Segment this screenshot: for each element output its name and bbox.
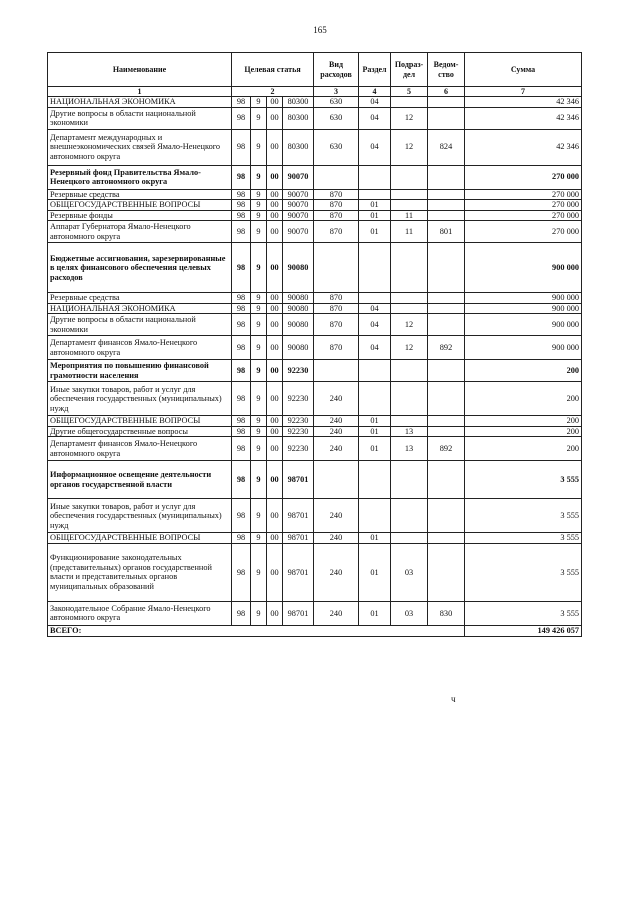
sum-cell: 900 000 (465, 293, 582, 304)
code-b: 9 (251, 314, 267, 336)
razdel-cell (359, 293, 391, 304)
vid-cell: 240 (314, 416, 359, 427)
podrazdel-cell (391, 200, 428, 211)
vedomstvo-cell (428, 210, 465, 221)
code-d: 80300 (283, 107, 314, 129)
row-name: Функционирование законодательных (представительных) органов государственной власти и представительных органов муниципальных образований (48, 543, 232, 601)
code-a: 98 (232, 165, 251, 189)
table-row (48, 107, 582, 129)
podrazdel-cell: 13 (391, 426, 428, 437)
podrazdel-cell (391, 360, 428, 382)
code-c: 00 (267, 499, 283, 533)
code-a: 98 (232, 543, 251, 601)
vid-cell: 870 (314, 221, 359, 243)
code-a: 98 (232, 97, 251, 108)
sum-cell: 42 346 (465, 97, 582, 108)
table-row (48, 314, 582, 336)
podrazdel-cell (391, 303, 428, 314)
code-c: 00 (267, 533, 283, 544)
vedomstvo-cell (428, 189, 465, 200)
code-a: 98 (232, 189, 251, 200)
code-a: 98 (232, 601, 251, 625)
table-row (48, 189, 582, 200)
page-number: 165 (313, 25, 327, 35)
vid-cell: 870 (314, 314, 359, 336)
table-row (48, 601, 582, 625)
table-row (48, 303, 582, 314)
podrazdel-cell: 12 (391, 336, 428, 360)
razdel-cell: 01 (359, 543, 391, 601)
razdel-cell: 01 (359, 416, 391, 427)
header-razdel: Раздел (359, 53, 391, 87)
code-a: 98 (232, 499, 251, 533)
vid-cell: 870 (314, 336, 359, 360)
table-row (48, 336, 582, 360)
vedomstvo-cell (428, 382, 465, 416)
code-b: 9 (251, 543, 267, 601)
table-row (48, 221, 582, 243)
code-d: 92230 (283, 382, 314, 416)
header-vid: Вид расходов (314, 53, 359, 87)
vid-cell: 240 (314, 499, 359, 533)
row-name: Резервные фонды (48, 210, 232, 221)
col-number: 1 (48, 87, 232, 97)
vid-cell: 240 (314, 601, 359, 625)
header-podrazdel: Подраз-дел (391, 53, 428, 87)
code-c: 00 (267, 336, 283, 360)
razdel-cell: 04 (359, 97, 391, 108)
vid-cell: 630 (314, 107, 359, 129)
code-a: 98 (232, 200, 251, 211)
code-d: 90080 (283, 303, 314, 314)
code-b: 9 (251, 461, 267, 499)
row-name: Информационное освещение деятельности органов государственной власти (48, 461, 232, 499)
razdel-cell: 04 (359, 129, 391, 165)
razdel-cell (359, 189, 391, 200)
vedomstvo-cell: 892 (428, 437, 465, 461)
code-b: 9 (251, 601, 267, 625)
vedomstvo-cell (428, 200, 465, 211)
total-sum: 149 426 057 (465, 625, 582, 636)
razdel-cell: 04 (359, 303, 391, 314)
code-a: 98 (232, 314, 251, 336)
code-a: 98 (232, 360, 251, 382)
code-c: 00 (267, 210, 283, 221)
sum-cell: 270 000 (465, 221, 582, 243)
code-d: 92230 (283, 360, 314, 382)
code-c: 00 (267, 601, 283, 625)
code-b: 9 (251, 107, 267, 129)
sum-cell: 900 000 (465, 314, 582, 336)
vid-cell: 630 (314, 97, 359, 108)
razdel-cell (359, 165, 391, 189)
sum-cell: 900 000 (465, 336, 582, 360)
podrazdel-cell (391, 243, 428, 293)
table-row (48, 533, 582, 544)
row-name: Иные закупки товаров, работ и услуг для обеспечения государственных (муниципальных) нужд (48, 499, 232, 533)
podrazdel-cell (391, 382, 428, 416)
vedomstvo-cell (428, 243, 465, 293)
razdel-cell (359, 461, 391, 499)
code-c: 00 (267, 221, 283, 243)
code-b: 9 (251, 416, 267, 427)
table-row (48, 210, 582, 221)
code-a: 98 (232, 221, 251, 243)
podrazdel-cell: 13 (391, 437, 428, 461)
row-name: ОБЩЕГОСУДАРСТВЕННЫЕ ВОПРОСЫ (48, 200, 232, 211)
code-a: 98 (232, 461, 251, 499)
row-name: Резервные средства (48, 293, 232, 304)
sum-cell: 42 346 (465, 107, 582, 129)
vid-cell (314, 360, 359, 382)
podrazdel-cell: 12 (391, 107, 428, 129)
vedomstvo-cell (428, 293, 465, 304)
code-b: 9 (251, 499, 267, 533)
podrazdel-cell: 12 (391, 314, 428, 336)
sum-cell: 900 000 (465, 243, 582, 293)
row-name: Законодательное Собрание Ямало-Ненецкого автономного округа (48, 601, 232, 625)
code-a: 98 (232, 533, 251, 544)
row-name: Другие вопросы в области национальной экономики (48, 107, 232, 129)
razdel-cell: 01 (359, 601, 391, 625)
code-c: 00 (267, 107, 283, 129)
vedomstvo-cell (428, 543, 465, 601)
table-row (48, 382, 582, 416)
row-name: ОБЩЕГОСУДАРСТВЕННЫЕ ВОПРОСЫ (48, 416, 232, 427)
sum-cell: 3 555 (465, 499, 582, 533)
sum-cell: 42 346 (465, 129, 582, 165)
vid-cell: 870 (314, 200, 359, 211)
row-name: Мероприятия по повышению финансовой грамотности населения (48, 360, 232, 382)
code-c: 00 (267, 314, 283, 336)
code-b: 9 (251, 336, 267, 360)
razdel-cell: 01 (359, 437, 391, 461)
code-d: 92230 (283, 416, 314, 427)
row-name: Аппарат Губернатора Ямало-Ненецкого автономного округа (48, 221, 232, 243)
code-b: 9 (251, 200, 267, 211)
sum-cell: 200 (465, 360, 582, 382)
code-d: 98701 (283, 601, 314, 625)
code-a: 98 (232, 107, 251, 129)
code-b: 9 (251, 221, 267, 243)
table-row (48, 165, 582, 189)
vedomstvo-cell (428, 97, 465, 108)
code-b: 9 (251, 210, 267, 221)
vid-cell: 870 (314, 189, 359, 200)
vedomstvo-cell (428, 499, 465, 533)
code-b: 9 (251, 165, 267, 189)
code-c: 00 (267, 303, 283, 314)
table-row (48, 461, 582, 499)
budget-table (47, 52, 582, 637)
podrazdel-cell (391, 533, 428, 544)
code-d: 90070 (283, 200, 314, 211)
sum-cell: 900 000 (465, 303, 582, 314)
vedomstvo-cell (428, 314, 465, 336)
vid-cell: 630 (314, 129, 359, 165)
razdel-cell (359, 382, 391, 416)
code-b: 9 (251, 189, 267, 200)
vid-cell: 240 (314, 382, 359, 416)
code-b: 9 (251, 426, 267, 437)
code-d: 90070 (283, 165, 314, 189)
table-row (48, 499, 582, 533)
code-d: 92230 (283, 437, 314, 461)
vid-cell (314, 165, 359, 189)
podrazdel-cell (391, 416, 428, 427)
code-a: 98 (232, 243, 251, 293)
margin-mark: ч (451, 694, 456, 704)
code-c: 00 (267, 293, 283, 304)
code-d: 90070 (283, 210, 314, 221)
sum-cell: 3 555 (465, 543, 582, 601)
table-row (48, 97, 582, 108)
podrazdel-cell: 12 (391, 129, 428, 165)
row-name: НАЦИОНАЛЬНАЯ ЭКОНОМИКА (48, 97, 232, 108)
table-row (48, 293, 582, 304)
podrazdel-cell (391, 293, 428, 304)
razdel-cell: 01 (359, 210, 391, 221)
col-number: 7 (465, 87, 582, 97)
code-d: 90080 (283, 314, 314, 336)
vid-cell (314, 461, 359, 499)
code-d: 80300 (283, 129, 314, 165)
header-name: Наименование (48, 53, 232, 87)
sum-cell: 270 000 (465, 200, 582, 211)
col-number: 6 (428, 87, 465, 97)
code-d: 80300 (283, 97, 314, 108)
vedomstvo-cell (428, 107, 465, 129)
row-name: Резервные средства (48, 189, 232, 200)
code-d: 90080 (283, 336, 314, 360)
code-d: 90070 (283, 221, 314, 243)
code-c: 00 (267, 382, 283, 416)
sum-cell: 200 (465, 416, 582, 427)
podrazdel-cell: 11 (391, 210, 428, 221)
code-a: 98 (232, 382, 251, 416)
podrazdel-cell (391, 165, 428, 189)
vid-cell: 870 (314, 303, 359, 314)
table-row (48, 200, 582, 211)
code-d: 92230 (283, 426, 314, 437)
code-d: 98701 (283, 543, 314, 601)
vedomstvo-cell: 801 (428, 221, 465, 243)
sum-cell: 3 555 (465, 533, 582, 544)
code-d: 90070 (283, 189, 314, 200)
razdel-cell: 01 (359, 200, 391, 211)
code-c: 00 (267, 200, 283, 211)
col-number: 4 (359, 87, 391, 97)
code-c: 00 (267, 189, 283, 200)
podrazdel-cell (391, 461, 428, 499)
podrazdel-cell: 11 (391, 221, 428, 243)
code-c: 00 (267, 437, 283, 461)
code-b: 9 (251, 437, 267, 461)
col-number: 2 (232, 87, 314, 97)
code-b: 9 (251, 293, 267, 304)
total-label: ВСЕГО: (48, 625, 465, 636)
code-c: 00 (267, 243, 283, 293)
code-c: 00 (267, 461, 283, 499)
razdel-cell: 01 (359, 533, 391, 544)
code-d: 98701 (283, 533, 314, 544)
razdel-cell: 01 (359, 221, 391, 243)
code-c: 00 (267, 129, 283, 165)
vedomstvo-cell (428, 461, 465, 499)
sum-cell: 200 (465, 382, 582, 416)
vedomstvo-cell: 892 (428, 336, 465, 360)
vedomstvo-cell (428, 165, 465, 189)
table-row (48, 543, 582, 601)
podrazdel-cell (391, 499, 428, 533)
razdel-cell (359, 360, 391, 382)
code-d: 98701 (283, 461, 314, 499)
code-d: 90080 (283, 243, 314, 293)
sum-cell: 200 (465, 437, 582, 461)
code-b: 9 (251, 243, 267, 293)
code-b: 9 (251, 382, 267, 416)
vid-cell: 240 (314, 543, 359, 601)
podrazdel-cell (391, 189, 428, 200)
vid-cell: 240 (314, 426, 359, 437)
razdel-cell: 04 (359, 314, 391, 336)
table-row (48, 437, 582, 461)
code-a: 98 (232, 437, 251, 461)
row-name: ОБЩЕГОСУДАРСТВЕННЫЕ ВОПРОСЫ (48, 533, 232, 544)
code-a: 98 (232, 129, 251, 165)
row-name: Департамент финансов Ямало-Ненецкого автономного округа (48, 437, 232, 461)
podrazdel-cell (391, 97, 428, 108)
col-number: 3 (314, 87, 359, 97)
razdel-cell: 04 (359, 107, 391, 129)
code-c: 00 (267, 97, 283, 108)
header-summa: Сумма (465, 53, 582, 87)
code-b: 9 (251, 97, 267, 108)
vedomstvo-cell (428, 360, 465, 382)
podrazdel-cell: 03 (391, 601, 428, 625)
razdel-cell (359, 499, 391, 533)
vedomstvo-cell: 830 (428, 601, 465, 625)
header-target: Целевая статья (232, 53, 314, 87)
row-name: Другие вопросы в области национальной экономики (48, 314, 232, 336)
code-c: 00 (267, 416, 283, 427)
vid-cell: 240 (314, 533, 359, 544)
sum-cell: 3 555 (465, 461, 582, 499)
sum-cell: 270 000 (465, 189, 582, 200)
vid-cell (314, 243, 359, 293)
row-name: Бюджетные ассигнования, зарезервированные в целях финансового обеспечения целевых расходов (48, 243, 232, 293)
code-d: 98701 (283, 499, 314, 533)
vedomstvo-cell (428, 303, 465, 314)
sum-cell: 270 000 (465, 165, 582, 189)
table-row (48, 129, 582, 165)
vid-cell: 240 (314, 437, 359, 461)
code-a: 98 (232, 210, 251, 221)
code-c: 00 (267, 360, 283, 382)
table-row (48, 426, 582, 437)
row-name: Другие общегосударственные вопросы (48, 426, 232, 437)
code-b: 9 (251, 129, 267, 165)
razdel-cell: 01 (359, 426, 391, 437)
vedomstvo-cell (428, 416, 465, 427)
code-c: 00 (267, 426, 283, 437)
header-vedomstvo: Ведом-ство (428, 53, 465, 87)
vid-cell: 870 (314, 210, 359, 221)
code-c: 00 (267, 165, 283, 189)
code-a: 98 (232, 336, 251, 360)
row-name: Резервный фонд Правительства Ямало-Ненецкого автономного округа (48, 165, 232, 189)
row-name: Иные закупки товаров, работ и услуг для обеспечения государственных (муниципальных) нужд (48, 382, 232, 416)
sum-cell: 3 555 (465, 601, 582, 625)
vedomstvo-cell: 824 (428, 129, 465, 165)
vid-cell: 870 (314, 293, 359, 304)
razdel-cell: 04 (359, 336, 391, 360)
code-b: 9 (251, 360, 267, 382)
code-b: 9 (251, 303, 267, 314)
table-row (48, 243, 582, 293)
row-name: НАЦИОНАЛЬНАЯ ЭКОНОМИКА (48, 303, 232, 314)
table-row (48, 416, 582, 427)
col-number: 5 (391, 87, 428, 97)
vedomstvo-cell (428, 426, 465, 437)
row-name: Департамент международных и внешнеэкономических связей Ямало-Ненецкого автономного округа (48, 129, 232, 165)
sum-cell: 200 (465, 426, 582, 437)
podrazdel-cell: 03 (391, 543, 428, 601)
code-a: 98 (232, 426, 251, 437)
table-row (48, 360, 582, 382)
row-name: Департамент финансов Ямало-Ненецкого автономного округа (48, 336, 232, 360)
code-d: 90080 (283, 293, 314, 304)
code-a: 98 (232, 416, 251, 427)
code-a: 98 (232, 303, 251, 314)
code-c: 00 (267, 543, 283, 601)
code-a: 98 (232, 293, 251, 304)
vedomstvo-cell (428, 533, 465, 544)
razdel-cell (359, 243, 391, 293)
code-b: 9 (251, 533, 267, 544)
sum-cell: 270 000 (465, 210, 582, 221)
